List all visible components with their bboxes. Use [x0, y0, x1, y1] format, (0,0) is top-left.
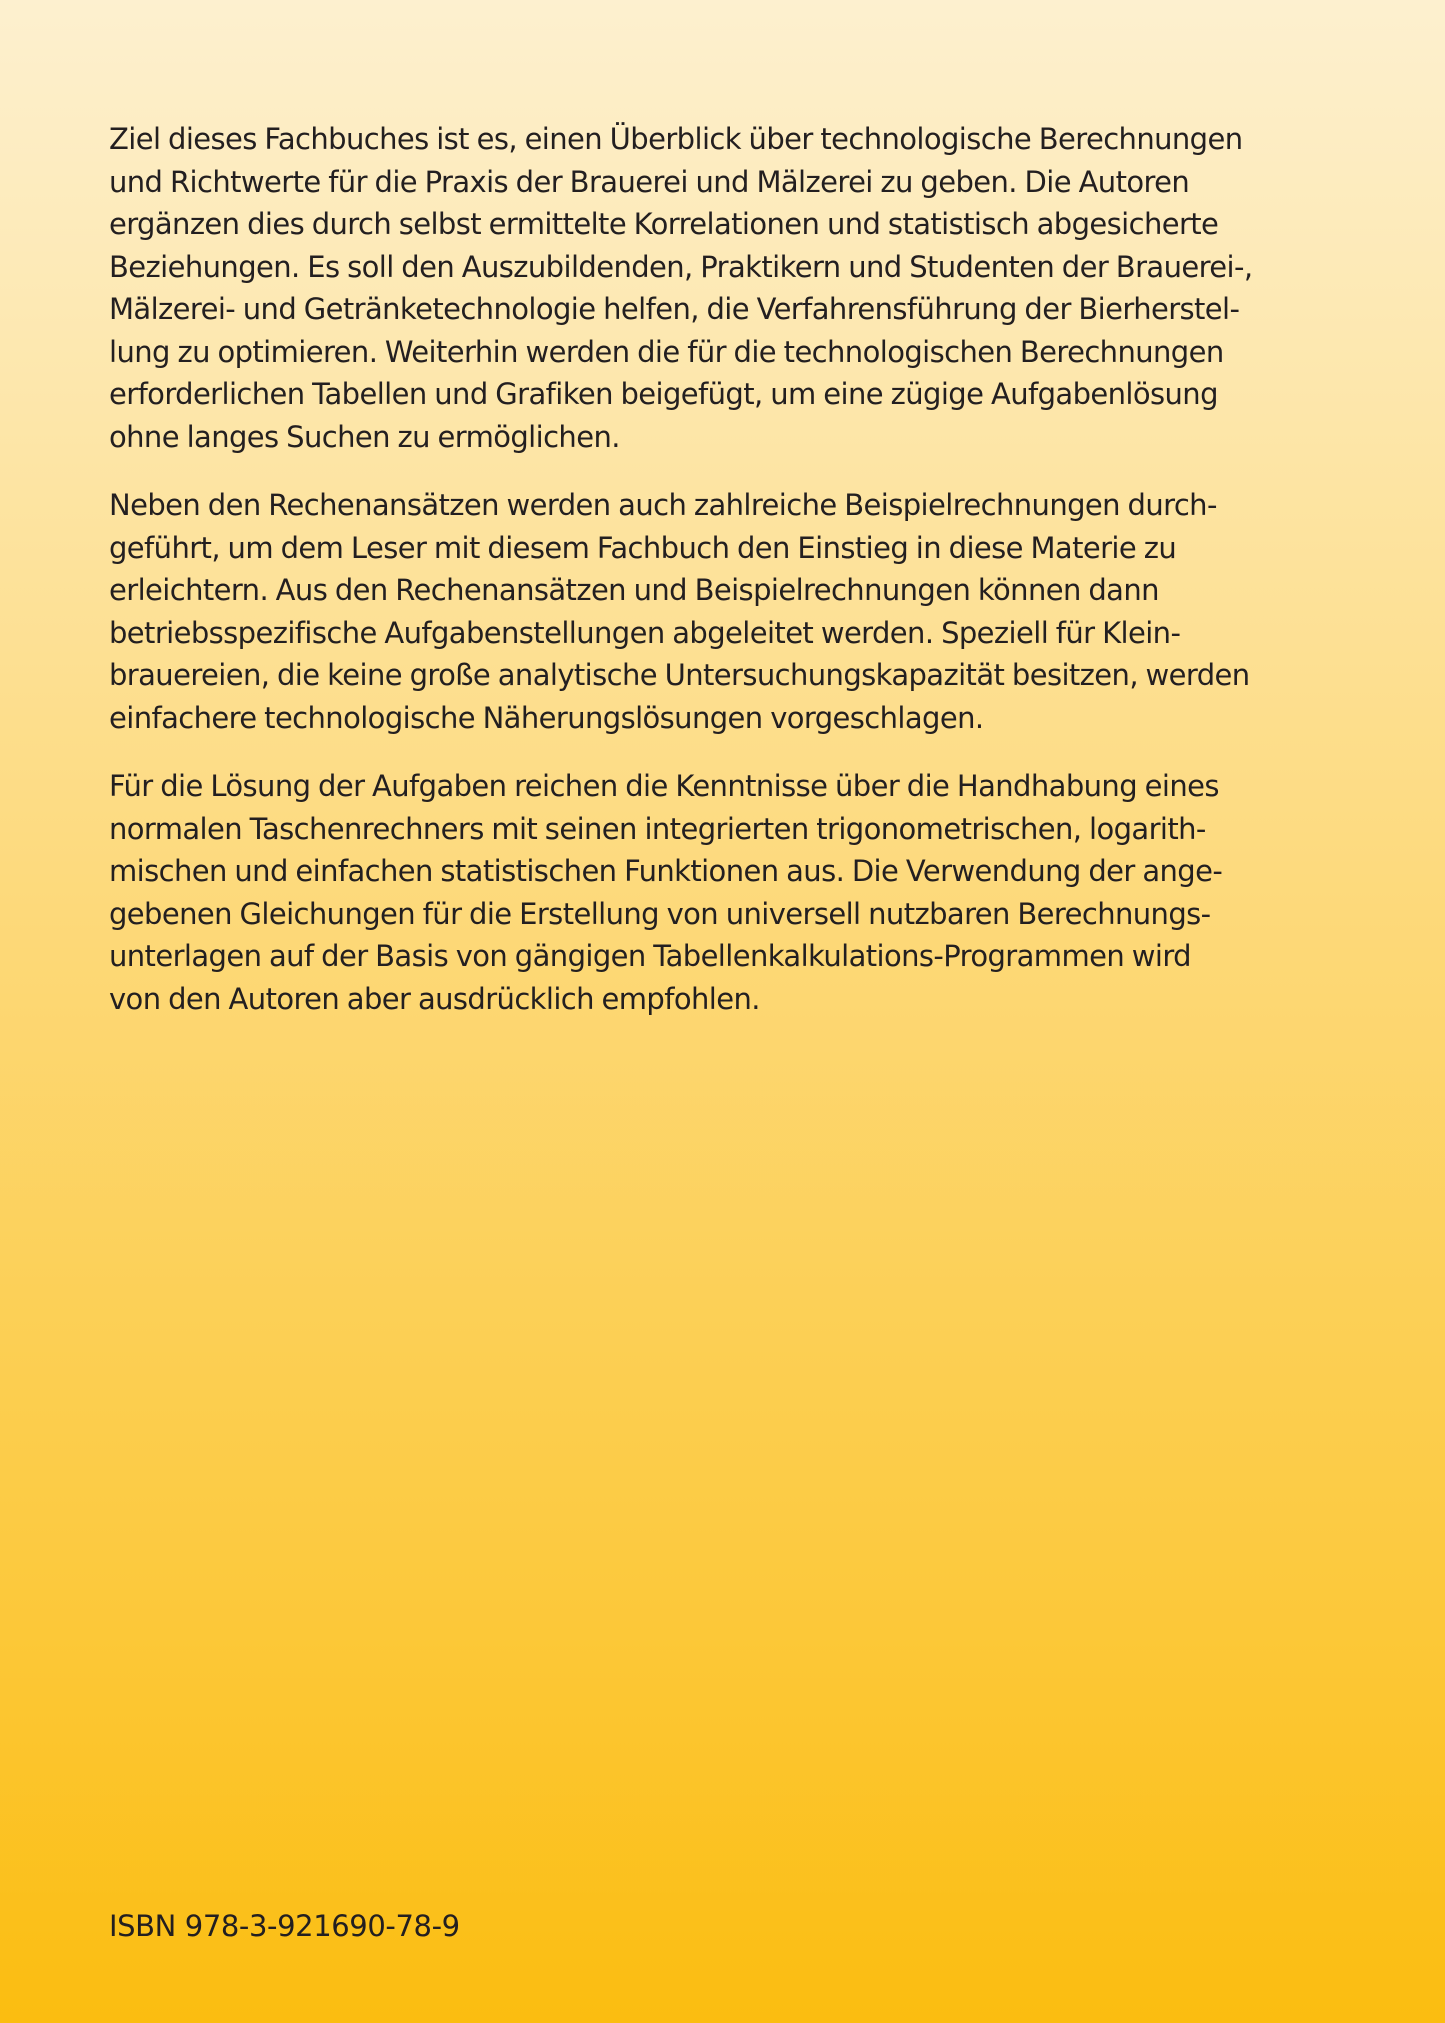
blurb-paragraph-3	[109, 765, 1339, 1020]
text-line: Ziel dieses Fachbuches ist es, einen Überblick über technologische Berechnungen	[109, 122, 1243, 156]
text-line: mischen und einfachen statistischen Funktionen aus. Die Verwendung der ange-	[109, 854, 1223, 888]
text-line: erforderlichen Tabellen und Grafiken beigefügt, um eine zügige Aufgabenlösung	[109, 377, 1218, 411]
text-line: und Richtwerte für die Praxis der Brauerei und Mälzerei zu geben. Die Autoren	[109, 164, 1190, 199]
isbn-number: ISBN 978-3-921690-78-9	[109, 1909, 460, 1943]
text-line: geführt, um dem Leser mit diesem Fachbuch den Einstieg in diese Materie zu	[109, 530, 1177, 565]
text-line: brauereien, die keine große analytische Untersuchungskapazität besitzen, werden	[109, 658, 1250, 692]
text-line: normalen Taschenrechners mit seinen integrierten trigonometrischen, logarith-	[109, 811, 1206, 846]
text-line: Beziehungen. Es soll den Auszubildenden, Praktikern und Studenten der Brauerei-,	[109, 249, 1253, 284]
text-line: Mälzerei- und Getränketechnologie helfen, die Verfahrensführung der Bierherstel-	[109, 292, 1240, 326]
blurb-paragraph-1	[109, 118, 1339, 458]
text-line: Neben den Rechenansätzen werden auch zahlreiche Beispielrechnungen durch-	[109, 488, 1217, 522]
blurb-paragraph-2	[109, 484, 1339, 739]
text-line: betriebsspezifische Aufgabenstellungen abgeleitet werden. Speziell für Klein-	[109, 615, 1181, 650]
text-line: einfachere technologische Näherungslösungen vorgeschlagen.	[109, 700, 984, 735]
text-line: unterlagen auf der Basis von gängigen Tabellenkalkulations-Programmen wird	[109, 939, 1191, 973]
cover-blurb	[109, 118, 1339, 1046]
text-line: ergänzen dies durch selbst ermittelte Korrelationen und statistisch abgesicherte	[109, 207, 1219, 241]
text-line: Für die Lösung der Aufgaben reichen die Kenntnisse über die Handhabung eines	[109, 769, 1219, 803]
text-line: erleichtern. Aus den Rechenansätzen und Beispielrechnungen können dann	[109, 573, 1159, 607]
text-line: ohne langes Suchen zu ermöglichen.	[109, 419, 620, 454]
text-line: von den Autoren aber ausdrücklich empfohlen.	[109, 981, 760, 1016]
text-line: lung zu optimieren. Weiterhin werden die für die technologischen Berechnungen	[109, 334, 1224, 369]
text-line: gebenen Gleichungen für die Erstellung von universell nutzbaren Berechnungs-	[109, 896, 1211, 931]
